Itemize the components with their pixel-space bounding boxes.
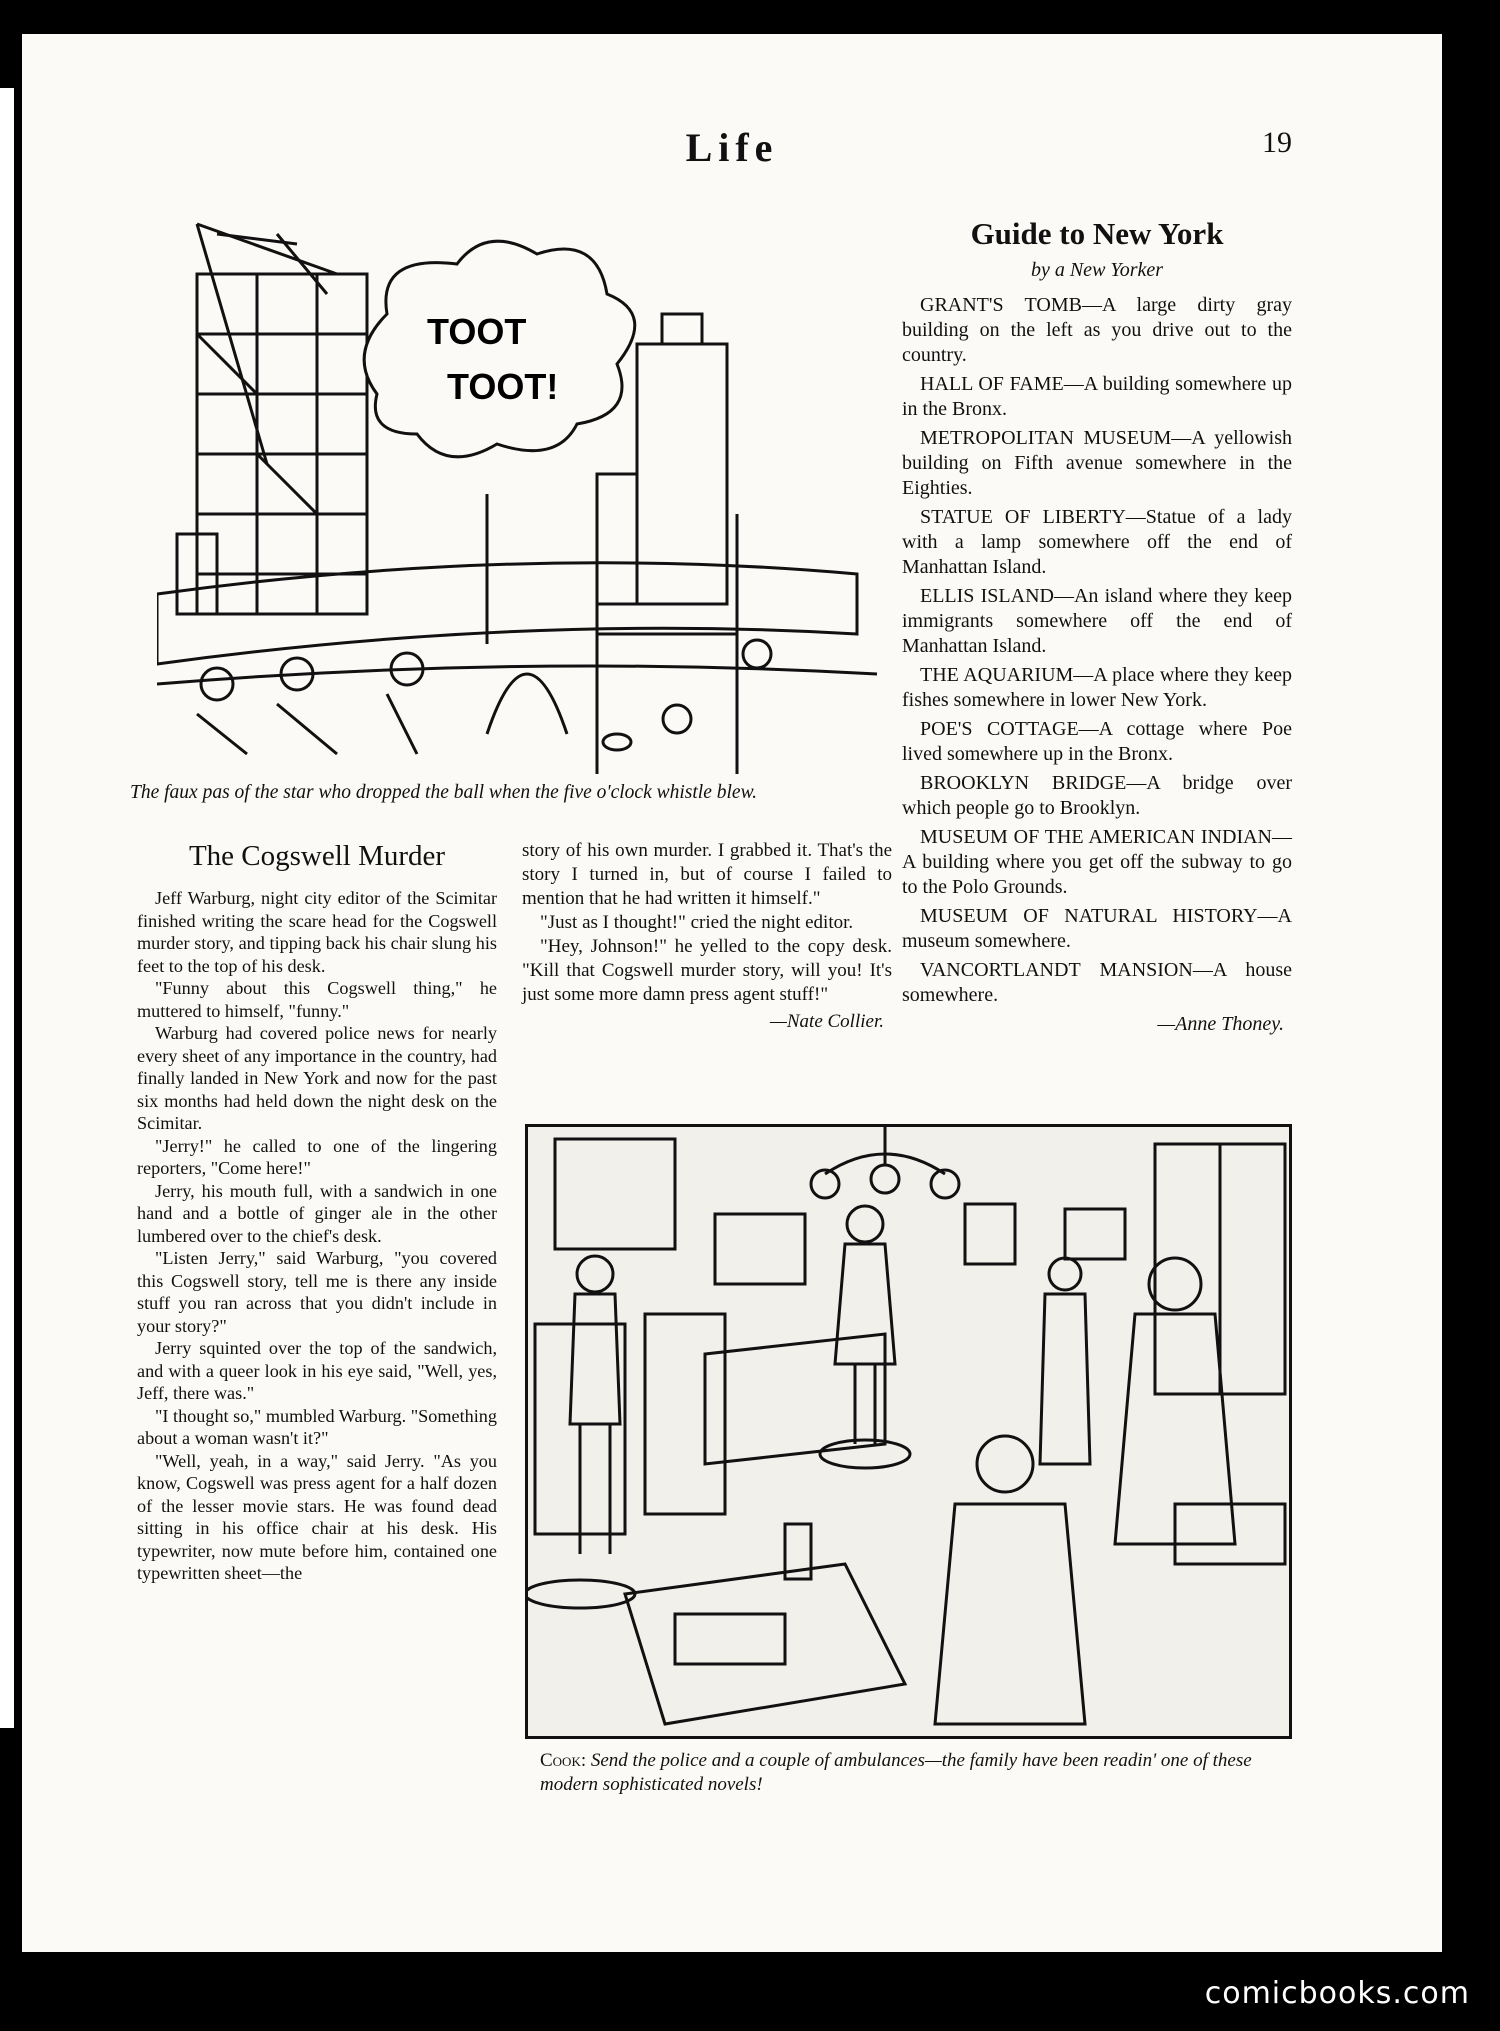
cogswell-signature: —Nate Collier.: [769, 1011, 884, 1032]
story-paragraph: "Hey, Johnson!" he yelled to the copy desk. "Kill that Cogswell murder story, will you! It's just some more damn press agent stuff!": [522, 936, 892, 1005]
guide-entry: BROOKLYN BRIDGE—A bridge over which people go to Brooklyn.: [902, 772, 1292, 819]
guide-entry: POE'S COTTAGE—A cottage where Poe lived somewhere up in the Bronx.: [902, 718, 1292, 765]
football-cartoon: [157, 214, 887, 774]
story-paragraph: Jeff Warburg, night city editor of the Scimitar finished writing the scare head for the Cogswell murder story, and tipping back his chair slung his feet to the top of his desk.: [137, 888, 497, 976]
guide-byline: by a New Yorker: [1030, 259, 1164, 281]
story-paragraph: "I thought so," mumbled Warburg. "Something about a woman wasn't it?": [137, 1405, 497, 1448]
guide-entry: THE AQUARIUM—A place where they keep fishes somewhere in lower New York.: [902, 664, 1292, 711]
guide-title: Guide to New York: [970, 216, 1224, 251]
story-paragraph: "Just as I thought!" cried the night editor.: [540, 912, 854, 933]
parlour-cartoon: [525, 1124, 1292, 1739]
story-paragraph: "Listen Jerry," said Warburg, "you covered this Cogswell story, tell me is there any inside stuff you ran across that you didn't include in your story?": [137, 1248, 497, 1336]
cogswell-title: The Cogswell Murder: [188, 840, 446, 872]
caption-speaker: Cook:: [540, 1750, 587, 1771]
guide-entry: MUSEUM OF NATURAL HISTORY—A museum somewhere.: [902, 905, 1292, 952]
magazine-page: [22, 34, 1442, 1952]
guide-entry: ELLIS ISLAND—An island where they keep immigrants somewhere off the end of Manhattan Island.: [902, 585, 1292, 657]
speech-line-1: TOOT: [427, 311, 527, 352]
story-paragraph: "Funny about this Cogswell thing," he muttered to himself, "funny.": [137, 978, 497, 1021]
guide-entry: VANCORTLANDT MANSION—A house somewhere.: [902, 959, 1292, 1006]
story-paragraph: Jerry, his mouth full, with a sandwich in one hand and a bottle of ginger ale in the other lumbered over to the chief's desk.: [137, 1180, 497, 1246]
cogswell-column-1: [137, 839, 497, 1585]
guide-column: [902, 214, 1292, 1037]
guide-entry: HALL OF FAME—A building somewhere up in the Bronx.: [902, 373, 1292, 420]
guide-entry: STATUE OF LIBERTY—Statue of a lady with a lamp somewhere off the end of Manhattan Island.: [902, 506, 1292, 578]
previous-page-edge: [0, 88, 14, 1728]
watermark: comicbooks.com: [1204, 1976, 1470, 2011]
speech-line-2: TOOT!: [447, 366, 559, 407]
cogswell-column-2: [522, 839, 892, 1034]
top-cartoon-caption: The faux pas of the star who dropped the ball when the five o'clock whistle blew.: [130, 782, 757, 803]
guide-entry: METROPOLITAN MUSEUM—A yellowish building on Fifth avenue somewhere in the Eighties.: [902, 427, 1292, 499]
story-paragraph: Jerry squinted over the top of the sandwich, and with a queer look in his eye said, "Well, yes, Jeff, there was.": [137, 1338, 497, 1403]
story-paragraph: Warburg had covered police news for nearly every sheet of any importance in the country, had finally landed in New York and now for the past six months had held down the night desk on the Scimitar.: [137, 1023, 497, 1133]
story-paragraph: "Well, yeah, in a way," said Jerry. "As you know, Cogswell was press agent for a half dozen of the lesser movie stars. He was found dead sitting in his office chair at his desk. His typewriter, now mute before him, contained one typewritten sheet—the: [137, 1450, 497, 1583]
story-paragraph: "Jerry!" he called to one of the lingering reporters, "Come here!": [137, 1135, 497, 1178]
guide-entry: GRANT'S TOMB—A large dirty gray building on the left as you drive out to the country.: [902, 294, 1292, 366]
story-paragraph: story of his own murder. I grabbed it. That's the story I turned in, but of course I failed to mention that he had written it himself.": [522, 840, 892, 909]
bottom-cartoon-caption: [540, 1749, 1300, 1797]
page-number: 19: [1262, 126, 1292, 159]
masthead: Life: [685, 125, 779, 170]
guide-signature: —Anne Thoney.: [1157, 1013, 1284, 1035]
caption-text: Send the police and a couple of ambulances—the family have been readin' one of these modern sophisticated novels!: [540, 1750, 1252, 1795]
guide-entry: MUSEUM OF THE AMERICAN INDIAN—A building where you get off the subway to go to the Polo Grounds.: [902, 826, 1292, 898]
